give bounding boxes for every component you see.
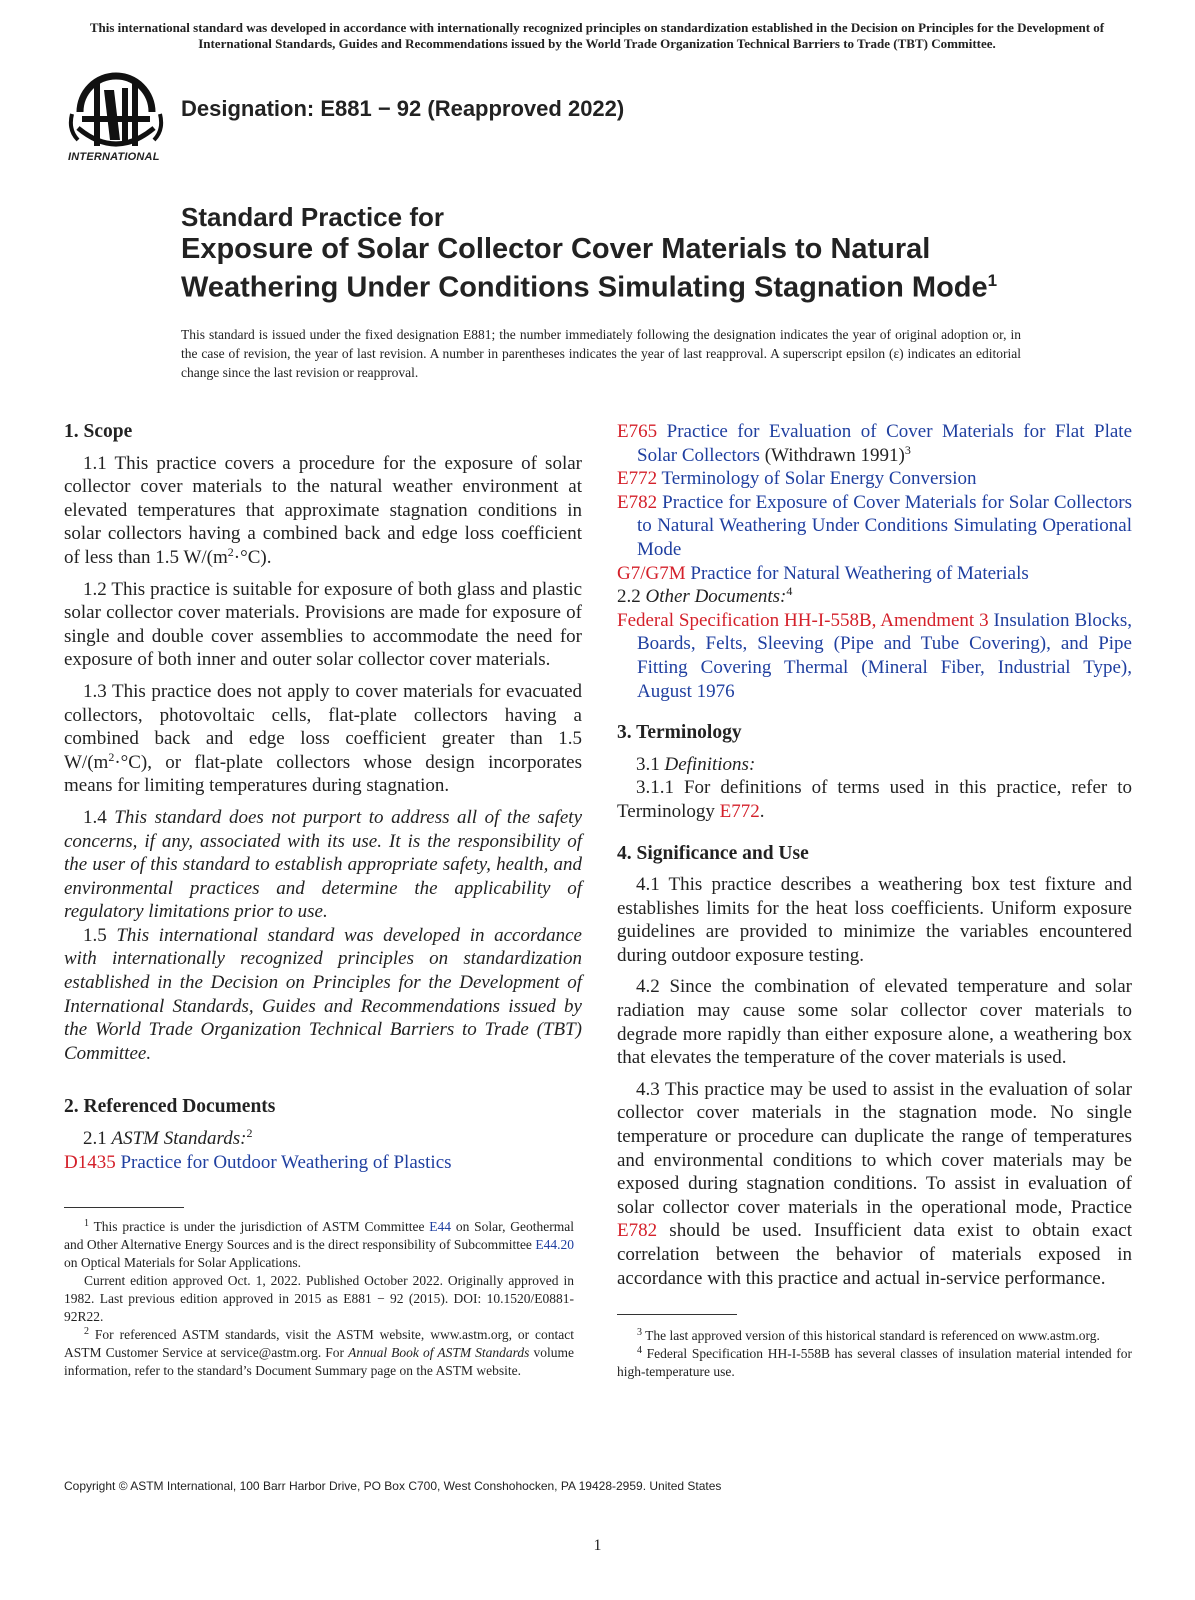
section-2-heading: 2. Referenced Documents bbox=[64, 1096, 276, 1118]
paragraph-3-1-1: 3.1.1 For definitions of terms used in this practice, refer to Terminology E772. bbox=[617, 777, 1132, 822]
e782-link[interactable]: E782 bbox=[617, 1220, 658, 1242]
paragraph-1-5: 1.5 This international standard was developed in accordance with internationally recognized principles on standardization established in the Decision on Principles for the Development of International Standards, Guides and Recommendations issued by the World Trade Organization Technical Barriers to Trade (TBT) Committee. bbox=[64, 924, 582, 1064]
paragraph-1-4: 1.4 This standard does not purport to address all of the safety concerns, if any, associated with its use. It is the responsibility of the user of this standard to establish appropriate safety, health, and environmental practices and determine the applicability of regulatory limitations prior to use. bbox=[64, 806, 582, 923]
ref-e772-link[interactable]: E772 Terminology of Solar Energy Conversion bbox=[617, 468, 977, 490]
document-title bbox=[181, 201, 1081, 304]
paragraph-2-1: 2.1 ASTM Standards:$^2$ bbox=[83, 1126, 253, 1150]
astm-logo-wordmark: INTERNATIONAL bbox=[68, 151, 160, 163]
paragraph-3-1: 3.1 Definitions: bbox=[636, 753, 756, 775]
paragraph-4-3: 4.3 This practice may be used to assist in the evaluation of solar collector cover materials in the stagnation mode. No single temperature or procedure can duplicate the range of temperatures and environmental conditions to which cover materials may be exposed during stagnation conditions. To assist in evaluation of solar collector cover materials in the operational mode, Practice E782 should be used. Insufficient data exist to obtain exact correlation between the behavior of materials exposed in accordance with this practice and actual in-service performance. bbox=[617, 1078, 1133, 1289]
ref-federal-spec-link[interactable]: Federal Specification HH-I-558B, Amendment 3 Insulation Blocks, Boards, Felts, Sleeving (Pipe and Tube Covering), and Pipe Fitting Covering Thermal (Mineral Fiber, Industrial Type), August 1976 bbox=[617, 609, 1132, 702]
footnote-divider-left bbox=[64, 1207, 184, 1208]
e772-link[interactable]: E772 bbox=[719, 800, 760, 822]
paragraph-2-2: 2.2 Other Documents:$^4$ bbox=[617, 584, 793, 608]
title-line-3: Weathering Under Conditions Simulating Stagnation Mode$^1$ bbox=[181, 271, 998, 304]
paragraph-4-2: 4.2 Since the combination of elevated temperature and solar radiation may cause some solar collector cover materials to degrade more rapidly than either exposure alone, a weathering box that elevates the temperature of the cover materials is used. bbox=[617, 976, 1132, 1069]
e44-20-link[interactable]: E44.20 bbox=[535, 1237, 574, 1252]
paragraph-4-1: 4.1 This practice describes a weathering box test fixture and establishes limits for the heat loss coefficients. Uniform exposure guidelines are provided to minimize the variables encountered during outdoor exposure testing. bbox=[617, 874, 1132, 966]
title-line-1: Standard Practice for bbox=[181, 202, 444, 232]
footnote-divider-right bbox=[617, 1314, 737, 1315]
footnotes-left bbox=[64, 1218, 574, 1380]
footnote-1: $^1$ This practice is under the jurisdiction of ASTM Committee E44 on Solar, Geothermal and Other Alternative Energy Sources and is the direct responsibility of Subcommittee E44.20 on Optical Materials for Solar Applications. bbox=[64, 1218, 574, 1270]
right-column bbox=[617, 420, 1132, 1298]
title-line-2: Exposure of Solar Collector Cover Materials to Natural bbox=[181, 233, 931, 265]
ref-e765-link[interactable]: E765 Practice for Evaluation of Cover Materials for Flat Plate Solar Collectors (Withdrawn 1991)$^3$ bbox=[617, 421, 1132, 466]
section-3-heading: 3. Terminology bbox=[617, 722, 742, 744]
international-standard-notice: This international standard was developed in accordance with internationally recognized principles on standardization established in the Decision on Principles for the Development of International Standards, Guides and Recommendations issued by the World Trade Organization Technical Barriers to Trade (TBT) Committee. bbox=[89, 20, 1105, 51]
section-4-heading: 4. Significance and Use bbox=[617, 842, 809, 864]
footnote-4: $^4$ Federal Specification HH-I-558B has several classes of insulation material intended for high-temperature use. bbox=[617, 1345, 1132, 1379]
footnote-3: $^3$ The last approved version of this historical standard is referenced on www.astm.org. bbox=[637, 1327, 1100, 1343]
footnotes-right bbox=[617, 1327, 1132, 1381]
footnote-1-current-edition: Current edition approved Oct. 1, 2022. Published October 2022. Originally approved in 1982. Last previous edition approved in 2015 as E881 − 92 (2015). DOI: 10.1520/E0881-92R22. bbox=[64, 1273, 574, 1324]
left-column bbox=[64, 420, 582, 1174]
page-number: 1 bbox=[593, 1537, 602, 1554]
paragraph-1-1: 1.1 This practice covers a procedure for the exposure of solar collector cover materials to the natural weather environment at elevated temperatures that approximate stagnation conditions in solar collectors having a combined back and edge loss coefficient of less than 1.5 $W/(m^2\cdot^\circ C)$. bbox=[64, 452, 582, 568]
ref-d1435-link[interactable]: D1435 Practice for Outdoor Weathering of Plastics bbox=[64, 1151, 452, 1173]
title-footnote-mark: 1 bbox=[987, 271, 998, 290]
footnote-2: $^2$ For referenced ASTM standards, visit the ASTM website, www.astm.org, or contact ASTM Customer Service at service@astm.org. For Annual Book of ASTM Standards volume information, refer to the standard’s Document Summary page on the ASTM website. bbox=[64, 1326, 575, 1378]
e44-link[interactable]: E44 bbox=[429, 1219, 452, 1234]
ref-e782-link[interactable]: E782 Practice for Exposure of Cover Materials for Solar Collectors to Natural Weathering Under Conditions Simulating Operational Mode bbox=[617, 491, 1132, 560]
designation: Designation: E881 − 92 (Reapproved 2022) bbox=[181, 96, 625, 121]
copyright-notice: Copyright © ASTM International, 100 Barr Harbor Drive, PO Box C700, West Conshohocken, PA 19428-2959. United States bbox=[64, 1479, 722, 1493]
section-1-heading: 1. Scope bbox=[64, 421, 133, 442]
ref-g7-link[interactable]: G7/G7M Practice for Natural Weathering of Materials bbox=[617, 562, 1029, 584]
issuance-note: This standard is issued under the fixed designation E881; the number immediately following the designation indicates the year of original adoption or, in the case of revision, the year of last revision. A number in parentheses indicates the year of last reapproval. A superscript epsilon (ε) indicates an editorial change since the last revision or reapproval. bbox=[181, 327, 1021, 380]
paragraph-1-3: 1.3 This practice does not apply to cover materials for evacuated collectors, photovoltaic cells, flat-plate collectors having a combined back and edge loss coefficient greater than 1.5 $W/(m^2\cdot^\circ C)$, or flat-plate collectors whose design incorporates means for limiting temperatures during stagnation. bbox=[64, 680, 582, 797]
paragraph-1-2: 1.2 This practice is suitable for exposure of both glass and plastic solar collector cover materials. Provisions are made for exposure of single and double cover assemblies to accommodate the need for exposure of both inner and outer solar collector cover materials. bbox=[64, 578, 582, 671]
